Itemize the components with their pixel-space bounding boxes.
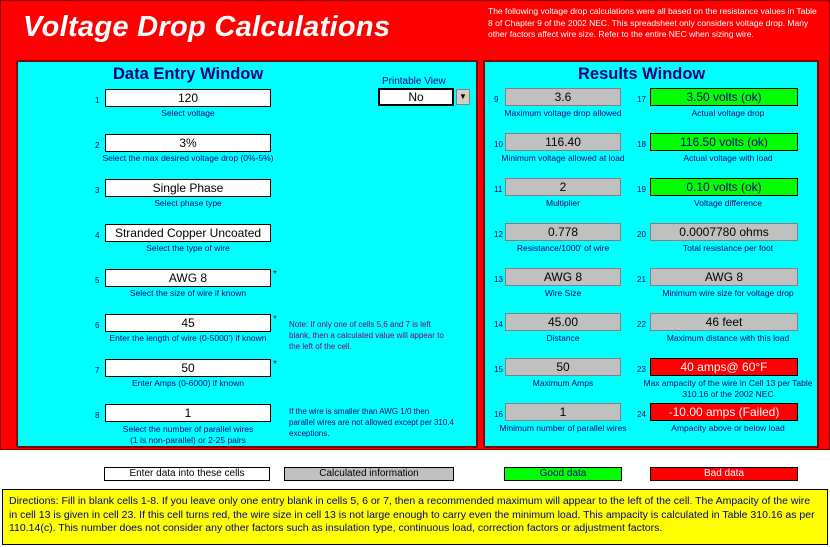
cell-number: 6	[95, 321, 100, 330]
cell-number: 24	[637, 410, 646, 419]
result-value: 40 amps@ 60°F	[650, 358, 798, 376]
cell-number: 14	[494, 320, 503, 329]
legend-calculated: Calculated information	[284, 467, 454, 481]
result-value: 0.10 volts (ok)	[650, 178, 798, 196]
result-label: Minimum voltage allowed at load	[501, 153, 625, 163]
result-value: 116.50 volts (ok)	[650, 133, 798, 151]
phase-type-label: Select phase type	[154, 198, 222, 208]
required-marker: *	[273, 269, 277, 280]
required-marker: *	[273, 359, 277, 370]
cell-number: 16	[494, 410, 503, 419]
wire-type-label: Select the type of wire	[146, 243, 230, 253]
cell-number: 18	[637, 140, 646, 149]
parallel-wires-input[interactable]: 1	[105, 404, 271, 422]
voltage-drop-label: Select the max desired voltage drop (0%-5%)	[102, 153, 274, 163]
parallel-note-line: exceptions.	[289, 429, 330, 438]
chevron-down-icon[interactable]: ▼	[456, 89, 470, 105]
wire-length-label: Enter the length of wire (0-5000') if known	[109, 333, 267, 343]
result-value: -10.00 amps (Failed)	[650, 403, 798, 421]
result-value: 3.50 volts (ok)	[650, 88, 798, 106]
wire-type-input[interactable]: Stranded Copper Uncoated	[105, 224, 271, 242]
cell-number: 4	[95, 231, 100, 240]
amps-input[interactable]: 50	[105, 359, 271, 377]
cell-number: 8	[95, 411, 100, 420]
result-value: 50	[505, 358, 621, 376]
parallel-wires-label: Select the number of parallel wires	[122, 424, 254, 434]
result-label: Maximum Amps	[532, 378, 594, 388]
result-label: Multiplier	[545, 198, 580, 208]
result-label: Minimum number of parallel wires	[499, 423, 627, 433]
printable-view-label: Printable View	[382, 76, 446, 87]
required-marker: *	[273, 314, 277, 325]
cell-number: 22	[637, 320, 646, 329]
legend-good: Good data	[504, 467, 622, 481]
legend-enter: Enter data into these cells	[104, 467, 270, 481]
parallel-note-line: parallel wires are not allowed except per 310.4	[289, 418, 454, 427]
result-value: 3.6	[505, 88, 621, 106]
result-value: 46 feet	[650, 313, 798, 331]
phase-type-input[interactable]: Single Phase	[105, 179, 271, 197]
voltage-label: Select voltage	[161, 108, 215, 118]
cells-note	[289, 319, 444, 352]
result-label: Ampacity above or below load	[671, 423, 785, 433]
result-label: Voltage difference	[694, 198, 762, 208]
cell-number: 9	[494, 95, 499, 104]
cell-number: 3	[95, 186, 100, 195]
result-label: Maximum distance with this load	[666, 333, 790, 343]
cells-note-line: blank, then a calculated value will appear to	[289, 331, 444, 340]
result-label: Actual voltage with load	[683, 153, 773, 163]
result-value: AWG 8	[650, 268, 798, 286]
cell-number: 1	[95, 96, 100, 105]
result-value: AWG 8	[505, 268, 621, 286]
cell-number: 5	[95, 276, 100, 285]
cell-number: 17	[637, 95, 646, 104]
result-label: Actual voltage drop	[691, 108, 765, 118]
result-label: Max ampacity of the wire in Cell 13 per Table	[643, 378, 813, 388]
parallel-note-line: If the wire is smaller than AWG 1/0 then	[289, 407, 430, 416]
result-label: Total resistance per foot	[682, 243, 774, 253]
data-entry-title: Data Entry Window	[113, 65, 264, 83]
voltage-input[interactable]: 120	[105, 89, 271, 107]
wire-length-input[interactable]: 45	[105, 314, 271, 332]
result-value: 116.40	[505, 133, 621, 151]
parallel-note	[289, 406, 454, 439]
cell-number: 20	[637, 230, 646, 239]
cell-number: 19	[637, 185, 646, 194]
cell-number: 2	[95, 141, 100, 150]
result-value: 0.0007780 ohms	[650, 223, 798, 241]
wire-size-label: Select the size of wire if known	[129, 288, 247, 298]
result-label: Wire Size	[544, 288, 582, 298]
printable-view-select[interactable]: No	[378, 88, 454, 106]
cell-number: 12	[494, 230, 503, 239]
data-entry-panel	[16, 60, 478, 448]
cell-number: 21	[637, 275, 646, 284]
cells-note-line: the left of the cell.	[289, 342, 352, 351]
cell-number: 15	[494, 365, 503, 374]
wire-size-input[interactable]: AWG 8	[105, 269, 271, 287]
result-label: Minimum wire size for voltage drop	[662, 288, 794, 298]
voltage-drop-input[interactable]: 3%	[105, 134, 271, 152]
cell-number: 11	[494, 185, 503, 194]
nec-note: The following voltage drop calculations were all based on the resistance values in Table 8 of Chapter 9 of the 2002 NEC. This spreadsheet only considers voltage drop. Many other factors affect wire size. Refer to the entire NEC when sizing wire.	[488, 6, 817, 39]
cell-number: 7	[95, 366, 100, 375]
cell-number: 13	[494, 275, 503, 284]
directions-text: Directions: Fill in blank cells 1-8. If you leave only one entry blank in cells 5, 6 or 7, then a recommended maximum will appear to the left of the cell. The Ampacity of the wire in cell 13 is given in cell 23. If this cell turns red, the wire size in cell 13 is not large enough to carry even the minimum load. This ampacity is calculated in Table 310.16 as per 110.14(c). This number does not consider any other factors such as insulation type, continuous load, correction factors or adjustment factors.	[2, 489, 828, 545]
cell-number: 23	[637, 365, 646, 374]
page-title: Voltage Drop Calculations	[23, 11, 391, 43]
results-title: Results Window	[578, 65, 706, 83]
result-label: Resistance/1000' of wire	[516, 243, 610, 253]
result-label-2: 310.16 of the 2002 NEC	[682, 389, 774, 399]
result-value: 1	[505, 403, 621, 421]
result-label: Maximum voltage drop allowed	[504, 108, 622, 118]
result-value: 45.00	[505, 313, 621, 331]
result-label: Distance	[546, 333, 580, 343]
cell-number: 10	[494, 140, 503, 149]
result-value: 0.778	[505, 223, 621, 241]
cells-note-line: Note: If only one of cells 5,6 and 7 is left	[289, 320, 431, 329]
legend-bad: Bad data	[650, 467, 798, 481]
result-value: 2	[505, 178, 621, 196]
amps-label: Enter Amps (0-6000) if known	[132, 378, 244, 388]
parallel-wires-label-2: (1 is non-parallel) or 2-25 pairs	[130, 435, 246, 445]
